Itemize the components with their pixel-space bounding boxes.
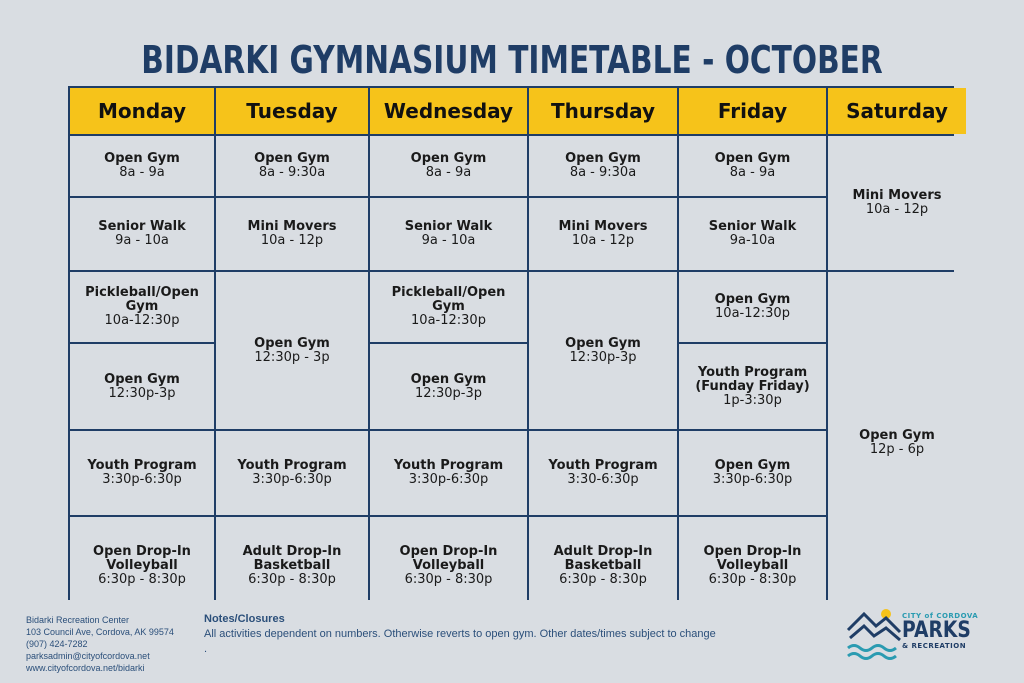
activity: Open Gym xyxy=(714,458,791,473)
time: 10a - 12p xyxy=(260,233,324,248)
schedule-cell xyxy=(529,517,677,614)
activity: Open Gym xyxy=(859,428,935,443)
header-friday: Friday xyxy=(679,88,826,134)
schedule-cell xyxy=(370,431,527,515)
activity: Open Gym xyxy=(104,151,180,166)
time: 8a - 9a xyxy=(729,165,776,180)
logo-city: CITY of CORDOVA xyxy=(902,612,979,620)
time: 6:30p - 8:30p xyxy=(559,571,647,587)
time: 8a - 9a xyxy=(119,165,165,180)
time: 6:30p - 8:30p xyxy=(98,571,186,587)
header-tuesday: Tuesday xyxy=(216,88,368,134)
activity: Senior Walk xyxy=(708,219,797,234)
schedule-cell xyxy=(828,136,966,270)
schedule-cell xyxy=(679,272,826,342)
time: 3:30p-6:30p xyxy=(252,472,332,487)
time: 10a - 12p xyxy=(571,233,635,248)
schedule-cell xyxy=(216,136,368,196)
time: 3:30p-6:30p xyxy=(102,472,182,487)
activity: Senior Walk xyxy=(98,219,186,234)
activity: Open Gym xyxy=(714,151,791,166)
time: 6:30p - 8:30p xyxy=(404,571,493,587)
timetable-grid xyxy=(68,86,954,600)
activity: Open Gym xyxy=(104,371,180,387)
activity: Open Gym xyxy=(410,371,487,387)
time: 3:30-6:30p xyxy=(567,472,639,487)
time: 6:30p - 8:30p xyxy=(708,571,797,587)
activity: Senior Walk xyxy=(404,219,493,234)
header-wednesday: Wednesday xyxy=(370,88,527,134)
schedule-cell xyxy=(529,136,677,196)
schedule-cell xyxy=(216,198,368,270)
time: 8a - 9a xyxy=(425,165,472,180)
time: 12:30p-3p xyxy=(108,385,176,401)
schedule-cell xyxy=(529,272,677,429)
time: 3:30p-6:30p xyxy=(408,472,489,487)
time: 8a - 9:30a xyxy=(258,165,326,180)
activity: Youth Program xyxy=(548,458,658,473)
time: 3:30p-6:30p xyxy=(712,472,793,487)
schedule-cell xyxy=(370,272,527,342)
schedule-cell xyxy=(70,272,214,342)
schedule-cell xyxy=(370,517,527,614)
time: 6:30p - 8:30p xyxy=(248,571,336,587)
center-name: Bidarki Recreation Center xyxy=(26,615,130,625)
notes-text: All activities dependent on numbers. Otherwise reverts to open gym. Other dates/times subject to change xyxy=(204,628,716,640)
time: 12:30p-3p xyxy=(569,349,637,365)
activity: Open Gym xyxy=(410,151,487,166)
header-monday: Monday xyxy=(70,88,214,134)
schedule-cell xyxy=(529,431,677,515)
logo-parks: PARKS xyxy=(902,618,971,643)
time: 10a-12:30p xyxy=(104,313,180,328)
schedule-cell xyxy=(70,136,214,196)
activity: Adult Drop-In Basketball xyxy=(553,543,653,573)
time: 10a-12:30p xyxy=(411,313,486,328)
schedule-cell xyxy=(679,198,826,270)
activity: Open Drop-In Volleyball xyxy=(703,543,802,573)
schedule-cell xyxy=(679,431,826,515)
schedule-cell xyxy=(529,198,677,270)
logo-recreation: & RECREATION xyxy=(902,642,967,650)
time: 10a - 12p xyxy=(865,202,929,217)
activity: Pickleball/Open Gym xyxy=(85,285,199,314)
schedule-cell xyxy=(370,344,527,429)
notes-section xyxy=(204,612,716,657)
notes-heading: Notes/Closures xyxy=(204,613,285,625)
schedule-cell xyxy=(70,198,214,270)
notes-extra: . xyxy=(204,643,208,655)
schedule-cell xyxy=(370,136,527,196)
activity: Open Gym xyxy=(565,151,641,166)
email-link[interactable]: parksadmin@cityofcordova.net xyxy=(26,651,150,661)
activity: Open Gym xyxy=(254,335,330,351)
time: 12:30p-3p xyxy=(415,385,482,401)
activity: Mini Movers xyxy=(852,188,942,203)
activity: Open Gym xyxy=(714,292,791,307)
schedule-cell xyxy=(828,272,966,614)
schedule-cell xyxy=(679,136,826,196)
time: 9a-10a xyxy=(729,233,776,248)
activity: Mini Movers xyxy=(558,219,648,234)
schedule-cell xyxy=(679,344,826,429)
schedule-cell xyxy=(216,272,368,429)
time: 8a - 9:30a xyxy=(569,165,637,180)
time: 10a-12:30p xyxy=(715,306,790,321)
activity: Open Drop-In Volleyball xyxy=(399,543,498,573)
address: 103 Council Ave, Cordova, AK 99574 xyxy=(26,627,174,637)
time: 9a - 10a xyxy=(115,233,169,248)
website-link[interactable]: www.cityofcordova.net/bidarki xyxy=(26,663,145,673)
schedule-cell xyxy=(216,517,368,614)
activity: Open Drop-In Volleyball xyxy=(93,543,191,573)
activity: Pickleball/Open Gym xyxy=(391,285,506,314)
activity: Youth Program xyxy=(87,458,197,473)
schedule-cell xyxy=(370,198,527,270)
time: 12:30p - 3p xyxy=(254,349,330,365)
schedule-cell xyxy=(70,517,214,614)
parks-logo xyxy=(902,612,983,650)
phone: (907) 424-7282 xyxy=(26,639,88,649)
schedule-cell xyxy=(70,431,214,515)
activity: Youth Program (Funday Friday) xyxy=(695,364,810,394)
schedule-cell xyxy=(679,517,826,614)
header-thursday: Thursday xyxy=(529,88,677,134)
activity: Mini Movers xyxy=(247,219,337,234)
schedule-cell xyxy=(216,431,368,515)
activity: Open Gym xyxy=(254,151,330,166)
contact-info xyxy=(26,614,174,674)
time: 12p - 6p xyxy=(869,442,925,457)
schedule-cell xyxy=(70,344,214,429)
activity: Adult Drop-In Basketball xyxy=(242,543,342,573)
activity: Open Gym xyxy=(565,335,641,351)
activity: Youth Program xyxy=(393,458,504,473)
time: 1p-3:30p xyxy=(723,392,782,408)
header-saturday: Saturday xyxy=(828,88,966,134)
page-title: BIDARKI GYMNASIUM TIMETABLE - OCTOBER xyxy=(141,38,883,82)
activity: Youth Program xyxy=(237,458,347,473)
time: 9a - 10a xyxy=(421,233,476,248)
